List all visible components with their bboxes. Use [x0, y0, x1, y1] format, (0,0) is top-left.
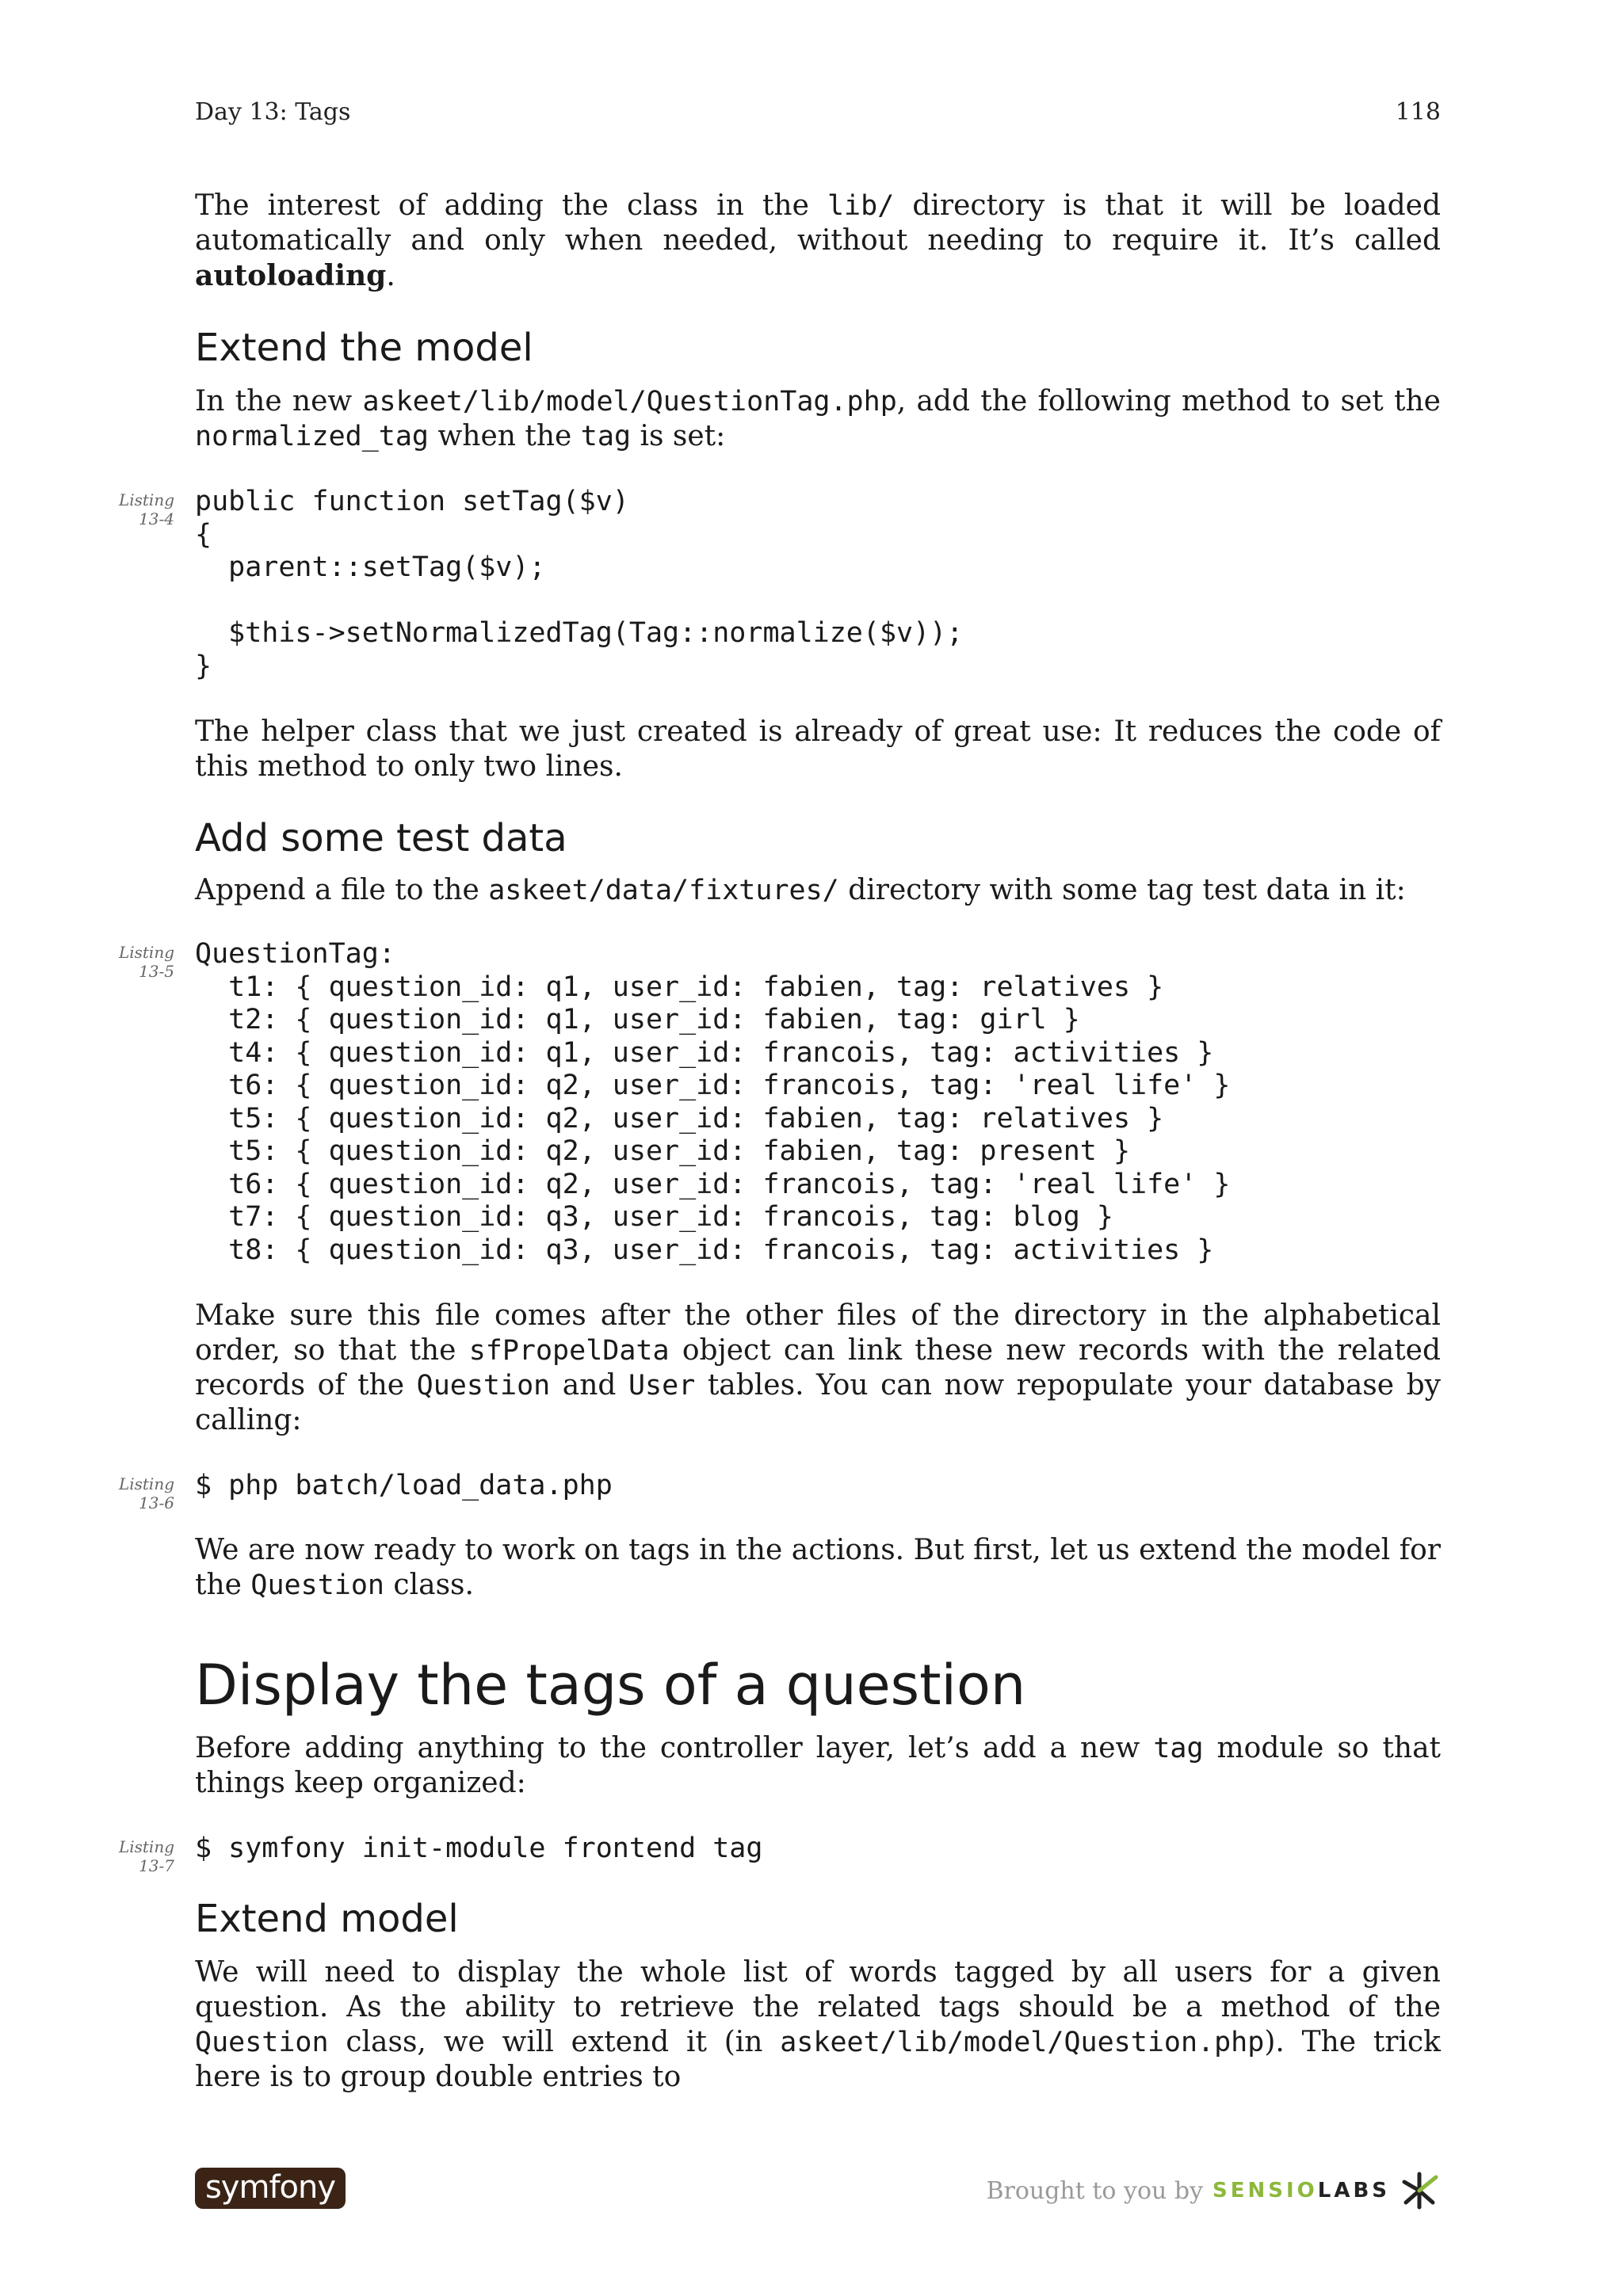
text: Before adding anything to the controller layer, let’s add a new [195, 1731, 1154, 1764]
text: . [386, 260, 395, 292]
text: directory with some tag test data in it: [838, 874, 1406, 906]
chapter-heading-display-tags: Display the tags of a question [195, 1652, 1026, 1718]
running-header-chapter: Day 13: Tags [195, 98, 351, 126]
code-block: QuestionTag: t1: { question_id: q1, user_id: fabien, tag: relatives } t2: { question_id: q1, user_id: fabien, tag: girl } t4: { question_id: q1, user_id: francois, tag: activities } t6: { question_id: q2, user_id: francois, tag: 'real life' } t5: { question_id: q2, user_id: fabien, tag: relatives } t5: { question_id: q2, user_id: fabien, tag: present } t6: { question_id: q2, user_id: francois, tag: 'real life' } t7: { question_id: q3, user_id: francois, tag: blog } t8: { question_id: q3, user_id: francois, tag: activities } [195, 938, 1231, 1266]
listing-label [95, 490, 174, 528]
paragraph-before-adding [195, 1731, 1441, 1801]
footer-sponsor [986, 2171, 1441, 2210]
text: directory is that it will be loaded automatically and only when needed, without needing to require it. It’s called [195, 189, 1441, 257]
listing-number: 13-4 [139, 509, 174, 528]
inline-code: Question [250, 1569, 384, 1601]
listing-label [95, 1837, 174, 1875]
text: Append a file to the [195, 874, 489, 906]
listing-label [95, 943, 174, 981]
main-content [118, 189, 1442, 2095]
text: The interest of adding the class in the [195, 189, 827, 222]
listing-number: 13-5 [139, 962, 174, 981]
listing-number: 13-7 [139, 1855, 174, 1875]
inline-code: tag [1153, 1732, 1204, 1764]
paragraph-helper-class: The helper class that we just created is already of great use: It reduces the code of this method to only two lines. [195, 715, 1441, 783]
text: class, we will extend it (in [328, 2026, 781, 2058]
listing-label [95, 1474, 174, 1512]
inline-code: sfPropelData [468, 1335, 670, 1367]
text: In the new [195, 385, 363, 418]
text: , add the following method to set the [896, 385, 1441, 418]
text: Make sure this file comes after the other files of the directory in the alphabetical order, so that the [195, 1299, 1441, 1367]
paragraph-questiontag [195, 384, 1441, 454]
inline-code: normalized_tag [195, 421, 430, 452]
code-block: $ symfony init-module frontend tag [195, 1832, 763, 1864]
inline-code: askeet/data/fixtures/ [488, 875, 839, 906]
paragraph-display-whole-list [195, 1955, 1441, 2095]
paragraph-ready-for-actions [195, 1533, 1441, 1603]
code-listing-13-6 [118, 1470, 1441, 1512]
listing-number: 13-6 [139, 1493, 174, 1512]
listing-word: Listing [118, 1474, 174, 1493]
symfony-logo: symfony [195, 2168, 346, 2209]
code-block: public function setTag($v) { parent::setTag($v); $this->setNormalizedTag(Tag::normalize($v)); } [195, 486, 964, 682]
brought-to-you-text: Brought to you by [986, 2176, 1204, 2205]
code-listing-13-4 [118, 486, 1441, 683]
inline-code: User [628, 1370, 696, 1402]
listing-word: Listing [118, 943, 174, 962]
inline-code: lib/ [827, 190, 895, 222]
listing-word: Listing [118, 490, 174, 509]
code-block: $ php batch/load_data.php [195, 1470, 613, 1501]
code-listing-13-7 [118, 1832, 1441, 1875]
text: ). The trick here is to group double entries to [195, 2026, 1441, 2093]
listing-word: Listing [118, 1836, 174, 1856]
text: We will need to display the whole list of words tagged by all users for a given question. As the ability to retrieve the related tags should be a method of the [195, 1956, 1441, 2023]
text: and [550, 1369, 628, 1402]
inline-code: askeet/lib/model/QuestionTag.php [362, 386, 897, 418]
page-number: 118 [1395, 98, 1441, 126]
text: class. [384, 1568, 474, 1601]
text: We are now ready to work on tags in the actions. But first, let us extend the model for the [195, 1533, 1441, 1601]
paragraph-append-file [195, 873, 1441, 908]
inline-code: Question [416, 1370, 551, 1402]
text: object can link these new records with the related records of the [195, 1334, 1442, 1402]
inline-code: tag [580, 421, 632, 452]
text: module so that things keep organized: [195, 1731, 1442, 1799]
sensiolabs-icon [1398, 2169, 1441, 2212]
sensio-wordmark: SENSIO [1212, 2179, 1318, 2203]
paragraph-autoloading [195, 189, 1441, 294]
paragraph-make-sure [195, 1299, 1441, 1438]
text: is set: [631, 420, 726, 452]
bold-term: autoloading [195, 259, 387, 292]
section-heading-add-test-data: Add some test data [195, 816, 567, 860]
inline-code: Question [195, 2027, 329, 2058]
text: when the [429, 420, 581, 452]
inline-code: askeet/lib/model/Question.php [780, 2027, 1265, 2058]
labs-wordmark: LABS [1317, 2179, 1390, 2203]
section-heading-extend-the-model: Extend the model [195, 326, 533, 370]
section-heading-extend-model: Extend model [195, 1897, 459, 1941]
text: tables. You can now repopulate your database by calling: [195, 1369, 1441, 1436]
code-listing-13-5 [118, 938, 1441, 1267]
